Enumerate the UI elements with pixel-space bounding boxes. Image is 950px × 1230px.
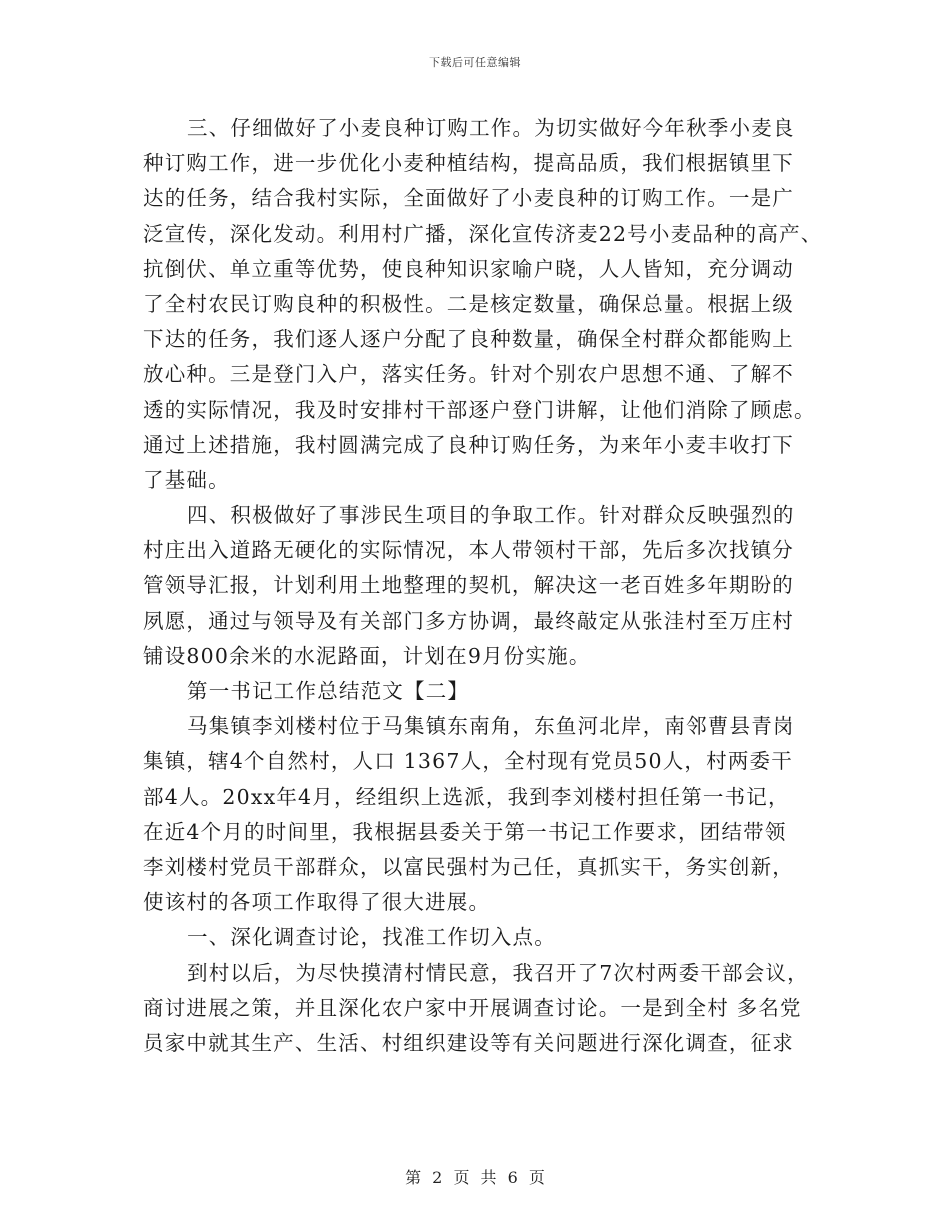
text-line: 在近4个月的时间里，我根据县委关于第一书记工作要求，团结带领 xyxy=(143,819,787,844)
page-footer: 第 2 页 共 6 页 xyxy=(405,1168,545,1187)
text-line: 四、积极做好了事涉民生项目的争取工作。针对群众反映强烈的 xyxy=(187,503,795,528)
text-line: 通过上述措施，我村圆满完成了良种订购任务，为来年小麦丰收打下 xyxy=(143,432,794,457)
text-line: 使该村的各项工作取得了很大进展。 xyxy=(143,890,491,915)
text-line: 村庄出入道路无硬化的实际情况，本人带领村干部，先后多次找镇分 xyxy=(143,538,794,563)
text-line: 到村以后，为尽快摸清村情民意，我召开了7次村两委干部会议， xyxy=(187,960,809,985)
text-line: 铺设800余米的水泥路面，计划在9月份实施。 xyxy=(143,643,591,668)
text-line: 下达的任务，我们逐人逐户分配了良种数量，确保全村群众都能购上 xyxy=(143,327,794,352)
text-line: 部4人。20xx年4月，经组织上选派，我到李刘楼村担任第一书记， xyxy=(143,784,790,809)
text-line: 马集镇李刘楼村位于马集镇东南角，东鱼河北岸，南邻曹县青岗 xyxy=(187,714,795,739)
text-line: 第一书记工作总结范文【二】 xyxy=(187,679,470,703)
text-line: 放心种。三是登门入户，落实任务。针对个别农户思想不通、了解不 xyxy=(143,362,794,387)
text-line: 一、深化调查讨论，找准工作切入点。 xyxy=(187,925,556,950)
text-line: 抗倒伏、单立重等优势，使良种知识家喻户晓，人人皆知，充分调动 xyxy=(143,256,794,281)
text-line: 种订购工作，进一步优化小麦种植结构，提高品质，我们根据镇里下 xyxy=(143,151,794,176)
document-body xyxy=(143,111,823,1061)
text-line: 员家中就其生产、生活、村组织建设等有关问题进行深化调查，征求 xyxy=(143,1030,794,1055)
text-line: 集镇，辖4个自然村，人口 1367人，全村现有党员50人，村两委干 xyxy=(143,749,793,774)
text-line: 三、仔细做好了小麦良种订购工作。为切实做好今年秋季小麦良 xyxy=(187,116,795,140)
text-line: 管领导汇报，计划利用土地整理的契机，解决这一老百姓多年期盼的 xyxy=(143,573,794,598)
text-line: 了全村农民订购良种的积极性。二是核定数量，确保总量。根据上级 xyxy=(143,291,794,316)
text-line: 夙愿，通过与领导及有关部门多方协调，最终敲定从张洼村至万庄村 xyxy=(143,608,794,633)
text-line: 了基础。 xyxy=(143,467,230,492)
text-line: 泛宣传，深化发动。利用村广播，深化宣传济麦22号小麦品种的高产、 xyxy=(143,221,823,246)
text-line: 商讨进展之策，并且深化农户家中开展调查讨论。一是到全村 多名党 xyxy=(143,995,802,1020)
page-header: 下载后可任意编辑 xyxy=(429,56,521,69)
text-line: 达的任务，结合我村实际，全面做好了小麦良种的订购工作。一是广 xyxy=(143,186,794,211)
text-line: 李刘楼村党员干部群众，以富民强村为己任，真抓实干，务实创新， xyxy=(143,854,794,879)
text-line: 透的实际情况，我及时安排村干部逐户登门讲解，让他们消除了顾虑。 xyxy=(143,397,816,422)
